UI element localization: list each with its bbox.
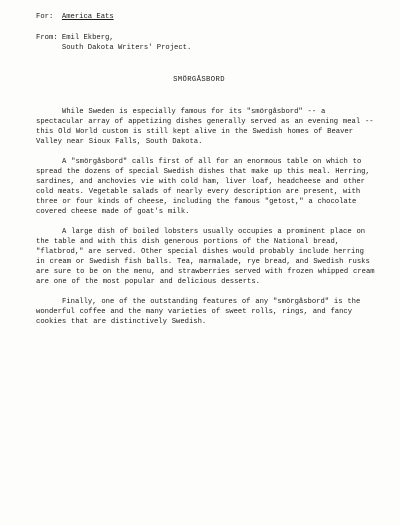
- from-value-2: South Dakota Writers' Project.: [61, 44, 192, 52]
- from-label: From:: [36, 34, 58, 42]
- for-value: America Eats: [61, 13, 114, 21]
- header-for-line: [36, 12, 376, 22]
- for-label: For:: [36, 13, 54, 21]
- from-value: Emil Ekberg,: [61, 34, 114, 42]
- header-from-line: [36, 33, 376, 43]
- paragraph-3: A large dish of boiled lobsters usually occupies a prominent place on the table and with this dish generous portions of the National bread, "flatbrod," are served. Other special dishes would probably include herring in cream or Swedish fish balls. Tea, marmalade, rye bread, and Swedish rusks are sure to be on the menu, and strawberries served with frozen whipped cream are one of the most popular and delicious desserts.: [36, 228, 375, 286]
- paragraph-1: While Sweden is especially famous for its "smörgåsbord" -- a spectacular array of appetizing dishes generally served as an evening meal -- this Old World custom is still kept alive in the Swedish homes of Beaver Valley near Sioux Falls, South Dakota.: [36, 108, 374, 146]
- paragraph-2: A "smörgåsbord" calls first of all for an enormous table on which to spread the dozens of special Swedish dishes that make up this meal. Herring, sardines, and anchovies vie with cold ham, liver loaf, headcheese and other cold meats. Vegetable salads of nearly every description are present, with three or four kinds of cheese, including the famous "getost," a chocolate covered cheese made of goat's milk.: [36, 158, 370, 216]
- header-from-line-2: [36, 43, 376, 53]
- paragraph-4: Finally, one of the outstanding features of any "smörgåsbord" is the wonderful coffee and the many varieties of sweet rolls, rings, and fancy cookies that are distinctively Swedish.: [36, 298, 361, 326]
- document-title: SMÖRGÅSBORD: [173, 76, 225, 84]
